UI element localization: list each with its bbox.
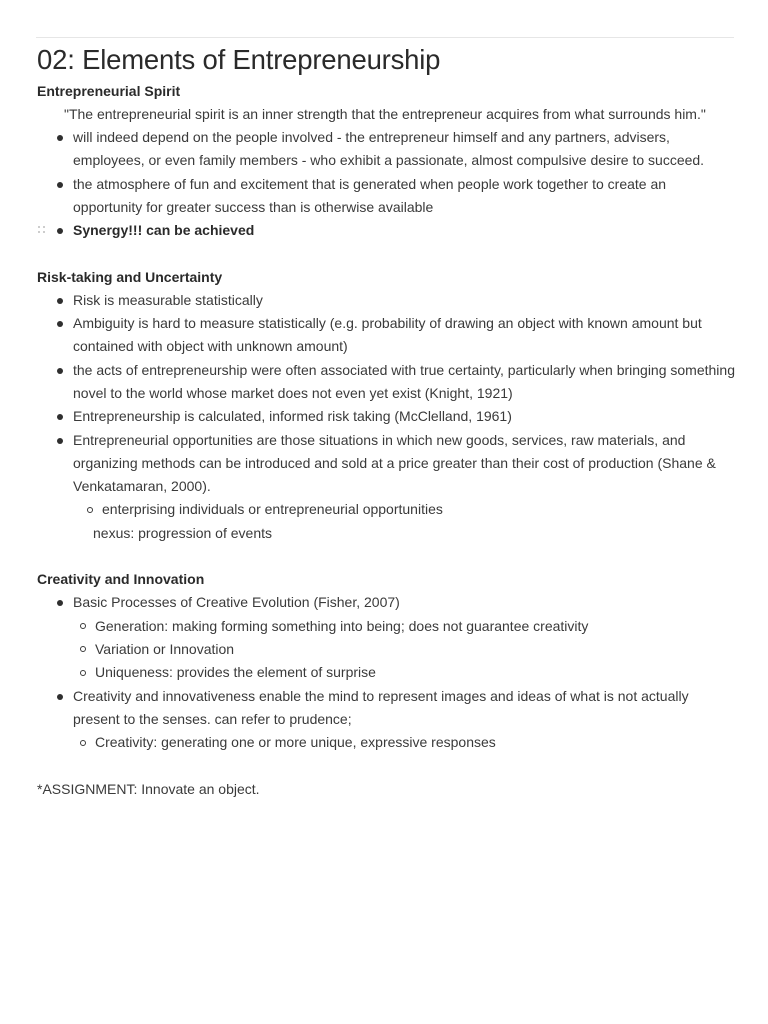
note-document[interactable] <box>37 40 737 801</box>
section-creativity-innovation <box>37 568 737 754</box>
sub-list-item[interactable]: enterprising individuals or entrepreneurial opportunities <box>102 498 737 521</box>
bullet-list <box>37 289 737 499</box>
bullet-list <box>37 126 737 242</box>
sub-list-item[interactable]: Generation: making forming something into being; does not guarantee creativity <box>95 615 735 638</box>
list-item[interactable]: will indeed depend on the people involved - the entrepreneur himself and any partners, advisers, employees, or even family members - who exhibit a passionate, almost compulsive desire to succeed. <box>73 126 737 173</box>
top-divider <box>36 37 734 38</box>
list-item-text: Creativity and innovativeness enable the mind to represent images and ideas of what is not actually present to the senses. can refer to prudence; <box>73 687 689 727</box>
list-item[interactable]: Entrepreneurial opportunities are those situations in which new goods, services, raw materials, and organizing methods can be introduced and sold at a price greater than their cost of production (Shane & Venkatamaran, 2000). <box>73 429 737 499</box>
bullet-list <box>37 591 737 754</box>
section-heading[interactable]: Creativity and Innovation <box>37 571 205 588</box>
sub-list-item[interactable]: Variation or Innovation <box>95 638 735 661</box>
list-item-text: Synergy!!! can be achieved <box>73 222 255 239</box>
list-item[interactable]: the acts of entrepreneurship were often associated with true certainty, particularly when bringing something novel to the world whose market does not even yet exist (Knight, 1921) <box>73 359 737 406</box>
section-entrepreneurial-spirit <box>37 80 737 242</box>
list-item[interactable]: Entrepreneurship is calculated, informed risk taking (McClelland, 1961) <box>73 405 737 428</box>
sub-list <box>73 498 737 521</box>
section-risk-taking <box>37 266 737 545</box>
page-title[interactable]: 02: Elements of Entrepreneurship <box>37 44 441 75</box>
blank-line <box>37 545 737 568</box>
sub-list-item[interactable]: Uniqueness: provides the element of surprise <box>95 661 735 684</box>
nested-list-wrapper <box>73 498 737 545</box>
drag-handle-icon[interactable] <box>38 223 46 237</box>
list-item[interactable] <box>73 685 737 755</box>
assignment-note[interactable]: *ASSIGNMENT: Innovate an object. <box>37 780 260 797</box>
section-heading[interactable]: Risk-taking and Uncertainty <box>37 268 223 285</box>
sub-list <box>66 731 735 754</box>
quote-text[interactable]: "The entrepreneurial spirit is an inner strength that the entrepreneur acquires from what surrounds him." <box>64 106 706 122</box>
nested-list-container <box>37 498 737 545</box>
blank-line <box>37 242 737 265</box>
list-item-text: Basic Processes of Creative Evolution (Fisher, 2007) <box>73 594 400 611</box>
sub-list-item[interactable]: Creativity: generating one or more unique, expressive responses <box>95 731 735 754</box>
list-item[interactable]: the atmosphere of fun and excitement that is generated when people work together to create an opportunity for greater success than is otherwise available <box>73 173 737 220</box>
nexus-text[interactable]: nexus: progression of events <box>93 524 272 541</box>
sub-list <box>66 615 735 685</box>
blank-line <box>37 754 737 777</box>
list-item[interactable] <box>73 591 737 684</box>
list-item[interactable]: Risk is measurable statistically <box>73 289 737 312</box>
section-heading[interactable]: Entrepreneurial Spirit <box>37 83 181 99</box>
list-item[interactable]: Ambiguity is hard to measure statistically (e.g. probability of drawing an object with known amount but contained with object with unknown amount) <box>73 312 737 359</box>
list-item[interactable] <box>73 219 737 242</box>
